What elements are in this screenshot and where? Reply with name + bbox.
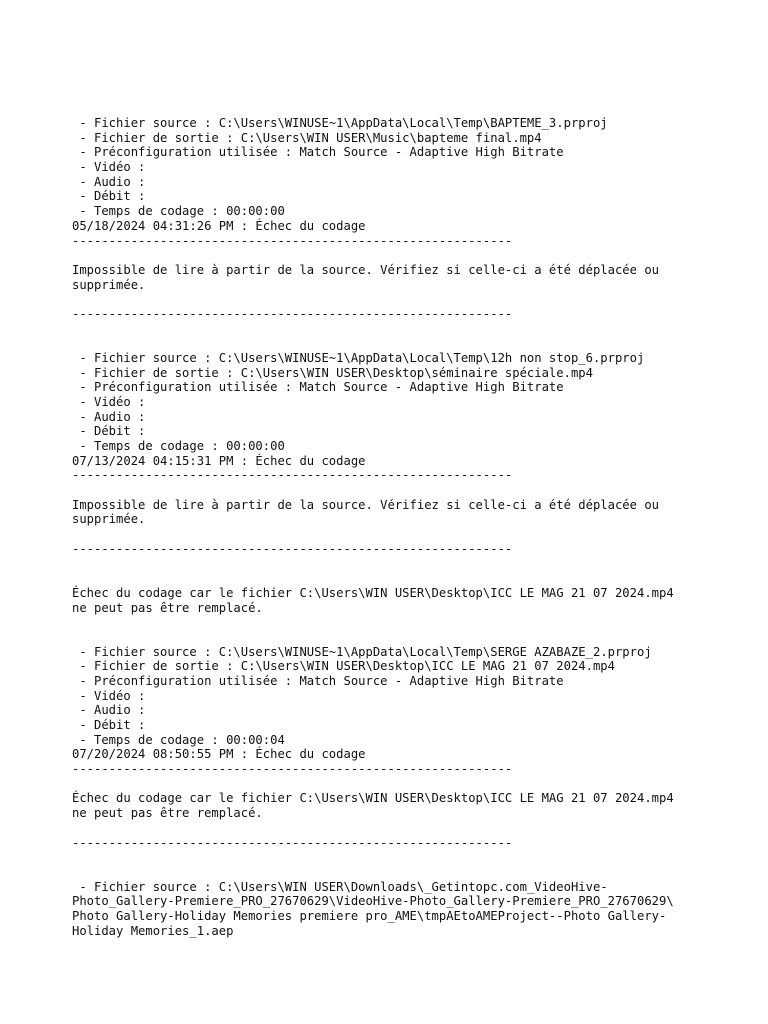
log-line: - Débit : — [72, 189, 146, 204]
blank-line — [72, 336, 752, 351]
log-line: ne peut pas être remplacé. — [72, 806, 263, 821]
log-line: - Vidéo : — [72, 395, 146, 409]
log-line: - Fichier source : C:\Users\WINUSE~1\AppData\Local\Temp\BAPTEME_3.prproj — [72, 116, 608, 130]
log-line: ------------------------------------------------------------ — [72, 541, 513, 556]
blank-line — [72, 615, 752, 630]
log-line: 07/20/2024 08:50:55 PM : Échec du codage — [72, 747, 366, 762]
log-line: - Temps de codage : 00:00:00 — [72, 204, 285, 219]
log-line: Impossible de lire à partir de la source. Vérifiez si celle-ci a été déplacée ou — [72, 262, 659, 277]
blank-line — [72, 777, 752, 792]
blank-line — [72, 322, 752, 337]
log-line: ------------------------------------------------------------ — [72, 306, 513, 321]
log-line: - Fichier de sortie : C:\Users\WIN USER\Desktop\ICC LE MAG 21 07 2024.mp4 — [72, 659, 615, 674]
blank-line — [72, 865, 752, 880]
log-line: - Audio : — [72, 703, 146, 718]
log-line: supprimée. — [72, 277, 146, 292]
blank-line — [72, 630, 752, 645]
log-line: - Fichier de sortie : C:\Users\WIN USER\Desktop\séminaire spéciale.mp4 — [72, 365, 593, 380]
log-line: ------------------------------------------------------------ — [72, 762, 513, 777]
log-line: - Vidéo : — [72, 160, 146, 175]
log-line: - Fichier source : C:\Users\WINUSE~1\AppData\Local\Temp\SERGE AZABAZE_2.prproj — [72, 644, 652, 659]
blank-line — [72, 850, 752, 865]
log-line: - Préconfiguration utilisée : Match Source - Adaptive High Bitrate — [72, 673, 564, 688]
log-line: supprimée. — [72, 512, 146, 527]
log-line: ------------------------------------------------------------ — [72, 233, 513, 248]
log-line: - Audio : — [72, 409, 146, 424]
log-line: - Temps de codage : 00:00:00 — [72, 439, 285, 454]
log-line: - Fichier source : C:\Users\WIN USER\Downloads\_Getintopc.com_VideoHive- — [72, 879, 608, 894]
log-line: Échec du codage car le fichier C:\Users\WIN USER\Desktop\ICC LE MAG 21 07 2024.mp4 — [72, 791, 674, 806]
log-line: ------------------------------------------------------------ — [72, 468, 513, 483]
log-line: Photo Gallery-Holiday Memories premiere pro_AME\tmpAEtoAMEProject--Photo Gallery- — [72, 908, 667, 923]
log-line: 05/18/2024 04:31:26 PM : Échec du codage — [72, 218, 366, 233]
encoding-log — [72, 116, 752, 938]
log-line: - Débit : — [72, 424, 146, 439]
blank-line — [72, 821, 752, 836]
log-line: - Débit : — [72, 718, 146, 733]
log-line: Photo_Gallery-Premiere_PRO_27670629\VideoHive-Photo_Gallery-Premiere_PRO_27670629\ — [72, 894, 674, 909]
blank-line — [72, 571, 752, 586]
log-line: - Vidéo : — [72, 688, 146, 703]
blank-line — [72, 527, 752, 542]
log-line: ne peut pas être remplacé. — [72, 600, 263, 615]
log-line: - Préconfiguration utilisée : Match Source - Adaptive High Bitrate — [72, 145, 564, 160]
log-line: - Temps de codage : 00:00:04 — [72, 732, 285, 747]
log-line: Échec du codage car le fichier C:\Users\WIN USER\Desktop\ICC LE MAG 21 07 2024.mp4 — [72, 585, 674, 600]
blank-line — [72, 248, 752, 263]
log-line: Holiday Memories_1.aep — [72, 923, 234, 938]
log-line: - Fichier source : C:\Users\WINUSE~1\AppData\Local\Temp\12h non stop_6.prproj — [72, 350, 645, 365]
log-line: 07/13/2024 04:15:31 PM : Échec du codage — [72, 453, 366, 468]
blank-line — [72, 557, 752, 572]
log-line: - Préconfiguration utilisée : Match Source - Adaptive High Bitrate — [72, 380, 564, 395]
log-line: - Audio : — [72, 174, 146, 189]
log-line: ------------------------------------------------------------ — [72, 835, 513, 850]
log-line: Impossible de lire à partir de la source. Vérifiez si celle-ci a été déplacée ou — [72, 497, 659, 512]
blank-line — [72, 292, 752, 307]
blank-line — [72, 483, 752, 498]
log-line: - Fichier de sortie : C:\Users\WIN USER\Music\bapteme final.mp4 — [72, 130, 542, 145]
